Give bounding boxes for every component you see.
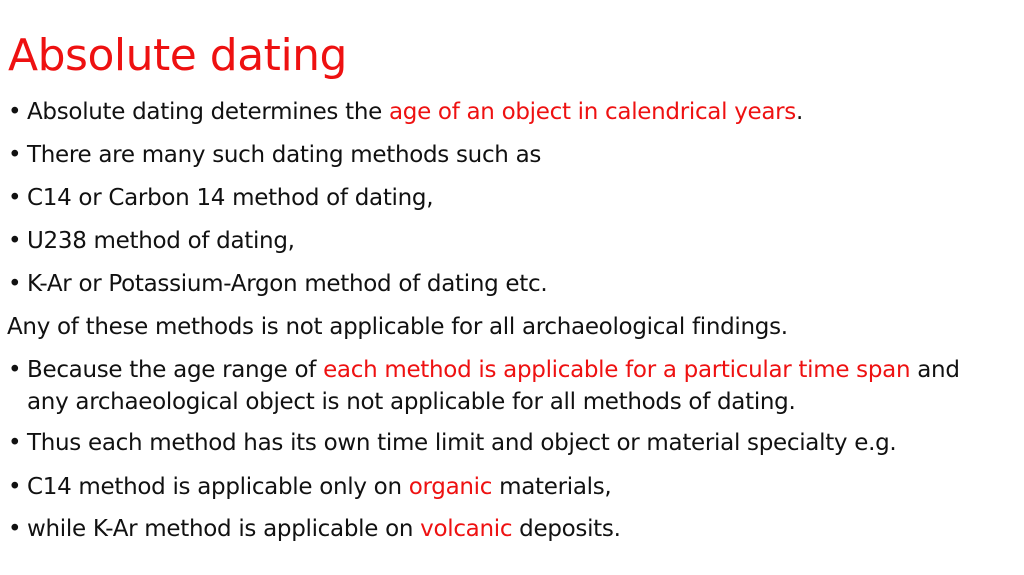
- bullet-icon: •: [8, 357, 22, 383]
- text: materials,: [492, 474, 612, 500]
- bullet-item-many-methods: [8, 140, 541, 170]
- bullet-item-k-ar: [8, 269, 547, 299]
- text: and: [910, 357, 960, 383]
- highlight-text: organic: [408, 474, 493, 500]
- text: Because the age range of: [27, 357, 324, 383]
- text: C14 method is applicable only on: [27, 474, 409, 500]
- bullet-item-c14-organic: [8, 472, 611, 502]
- text: U238 method of dating,: [27, 228, 295, 254]
- bullet-item-c14: [8, 183, 433, 213]
- text: .: [796, 99, 804, 125]
- text: Thus each method has its own time limit and object or material specialty e.g.: [27, 430, 897, 456]
- text: There are many such dating methods such as: [27, 142, 542, 168]
- highlight-text: each method is applicable for a particular time span: [323, 357, 911, 383]
- bullet-icon: •: [8, 271, 22, 297]
- bullet-item-age-range-continuation: any archaeological object is not applicable for all methods of dating.: [27, 389, 796, 415]
- bullet-icon: •: [8, 142, 22, 168]
- paragraph-not-applicable: [7, 312, 788, 342]
- bullet-item-u238: [8, 226, 295, 256]
- bullet-icon: •: [8, 474, 22, 500]
- highlight-text: age of an object in calendrical years: [388, 99, 796, 125]
- bullet-icon: •: [8, 516, 22, 542]
- highlight-text: volcanic: [420, 516, 513, 542]
- bullet-item-k-ar-volcanic: [8, 514, 621, 544]
- slide-title: Absolute dating: [8, 30, 347, 81]
- text: C14 or Carbon 14 method of dating,: [27, 185, 434, 211]
- text: deposits.: [512, 516, 621, 542]
- text: K-Ar or Potassium-Argon method of dating etc.: [27, 271, 548, 297]
- bullet-icon: •: [8, 228, 22, 254]
- bullet-item-time-limit: [8, 428, 896, 458]
- text: Any of these methods is not applicable for all archaeological findings.: [7, 314, 788, 340]
- bullet-icon: •: [8, 430, 22, 456]
- text: Absolute dating determines the: [27, 99, 389, 125]
- bullet-item-age-range: [8, 355, 960, 385]
- bullet-icon: •: [8, 99, 22, 125]
- bullet-icon: •: [8, 185, 22, 211]
- text: while K-Ar method is applicable on: [27, 516, 421, 542]
- bullet-item-absolute-dating-definition: [8, 97, 803, 127]
